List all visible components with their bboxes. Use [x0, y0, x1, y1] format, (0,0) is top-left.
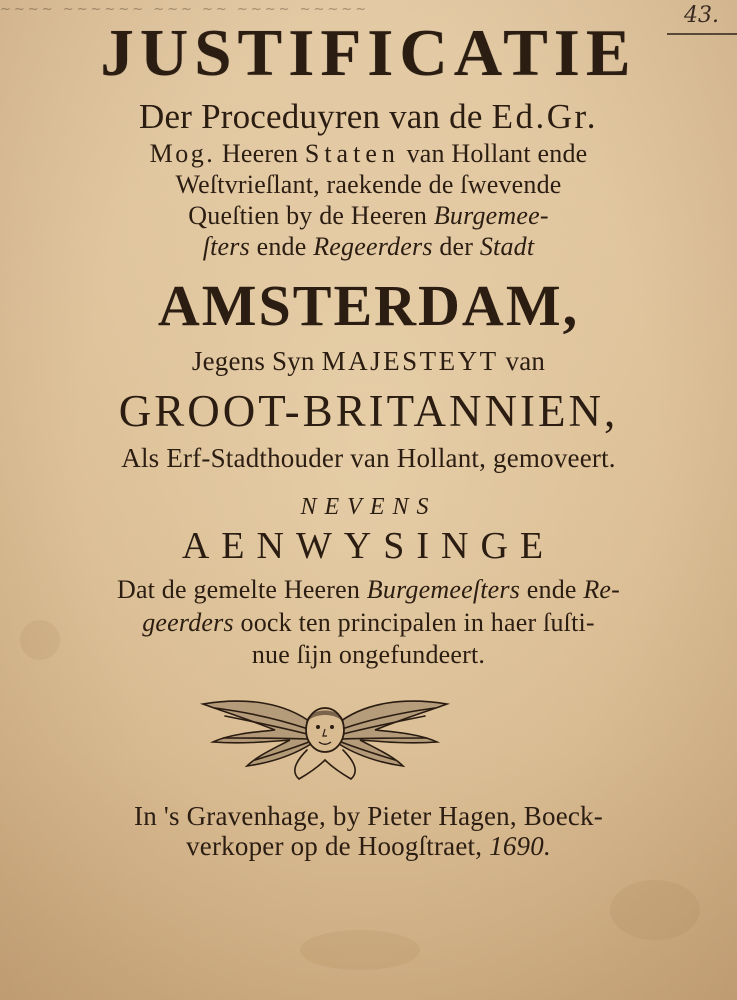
jegens-van: van	[498, 346, 546, 376]
statement-line-2-geerders: geerders	[142, 608, 234, 637]
city-heading: AMSTERDAM,	[157, 273, 580, 338]
title-line-2-text: Heeren	[215, 139, 305, 168]
title-line-5-der: der	[432, 232, 480, 261]
stadthouder-line: Als Erf-Stadthouder van Hollant, gemoveert.	[121, 443, 616, 473]
manuscript-number: 43.	[684, 3, 719, 28]
statement-line-1	[0, 577, 737, 603]
title-line-1	[0, 99, 737, 134]
title-line-2-staten: Staten	[304, 139, 400, 168]
title-line-2-tail: van Hollant ende	[399, 139, 588, 168]
title-line-3: Weſtvrieſlant, raekende de ſwevende	[175, 170, 562, 199]
title-line-1-abbrev: Ed.Gr.	[491, 97, 598, 136]
title-line-5-sters: ſters	[202, 232, 250, 261]
faded-handwriting: ~~~~ ~~~~~~ ~~~ ~~ ~~~~ ~~~~~	[0, 2, 370, 17]
jegens-text: Jegens Syn	[191, 346, 322, 376]
title-line-5-ende: ende	[249, 232, 314, 261]
title-line-4	[0, 203, 737, 229]
title-line-2	[0, 141, 737, 167]
imprint-line-2	[0, 833, 737, 860]
statement-line-1-text: Dat de gemelte Heeren	[116, 575, 367, 604]
paper-stain	[300, 930, 420, 970]
imprint-year: 1690.	[489, 831, 551, 861]
title-line-1-text: Der Proceduyren van de	[139, 97, 492, 136]
title-line-4-text: Queſtien by de Heeren	[188, 201, 434, 230]
title-line-2-abbrev: Mog.	[149, 139, 216, 168]
imprint-line-1: In 's Gravenhage, by Pieter Hagen, Boeck-	[134, 801, 603, 831]
statement-line-1-re: Re-	[583, 575, 621, 604]
paper-stain	[610, 880, 700, 940]
statement-line-1-ende: ende	[520, 575, 584, 604]
statement-line-1-burgemeesters: Burgemeeſters	[366, 575, 521, 604]
title-line-4-italic: Burgemee-	[433, 201, 549, 230]
statement-line-2	[0, 610, 737, 636]
statement-line-3: nue ſijn ongefundeert.	[251, 640, 486, 669]
jegens-line	[0, 348, 737, 375]
winged-cherub-head-icon	[195, 682, 455, 782]
statement-line-2-text: oock ten principalen in haer ſuſti-	[233, 608, 595, 637]
nevens-heading: NEVENS	[300, 494, 437, 520]
aenwysinge-heading: AENWYSINGE	[181, 525, 556, 567]
title-main: JUSTIFICATIE	[100, 16, 637, 90]
title-line-5	[0, 234, 737, 260]
title-line-5-regeerders: Regeerders	[313, 232, 433, 261]
kingdom-heading: GROOT-BRITANNIEN,	[118, 386, 619, 436]
majesteyt-text: MAJESTEYT	[321, 346, 499, 376]
title-line-5-stadt: Stadt	[479, 232, 535, 261]
imprint-line-2-text: verkoper op de Hoogſtraet,	[186, 831, 490, 861]
